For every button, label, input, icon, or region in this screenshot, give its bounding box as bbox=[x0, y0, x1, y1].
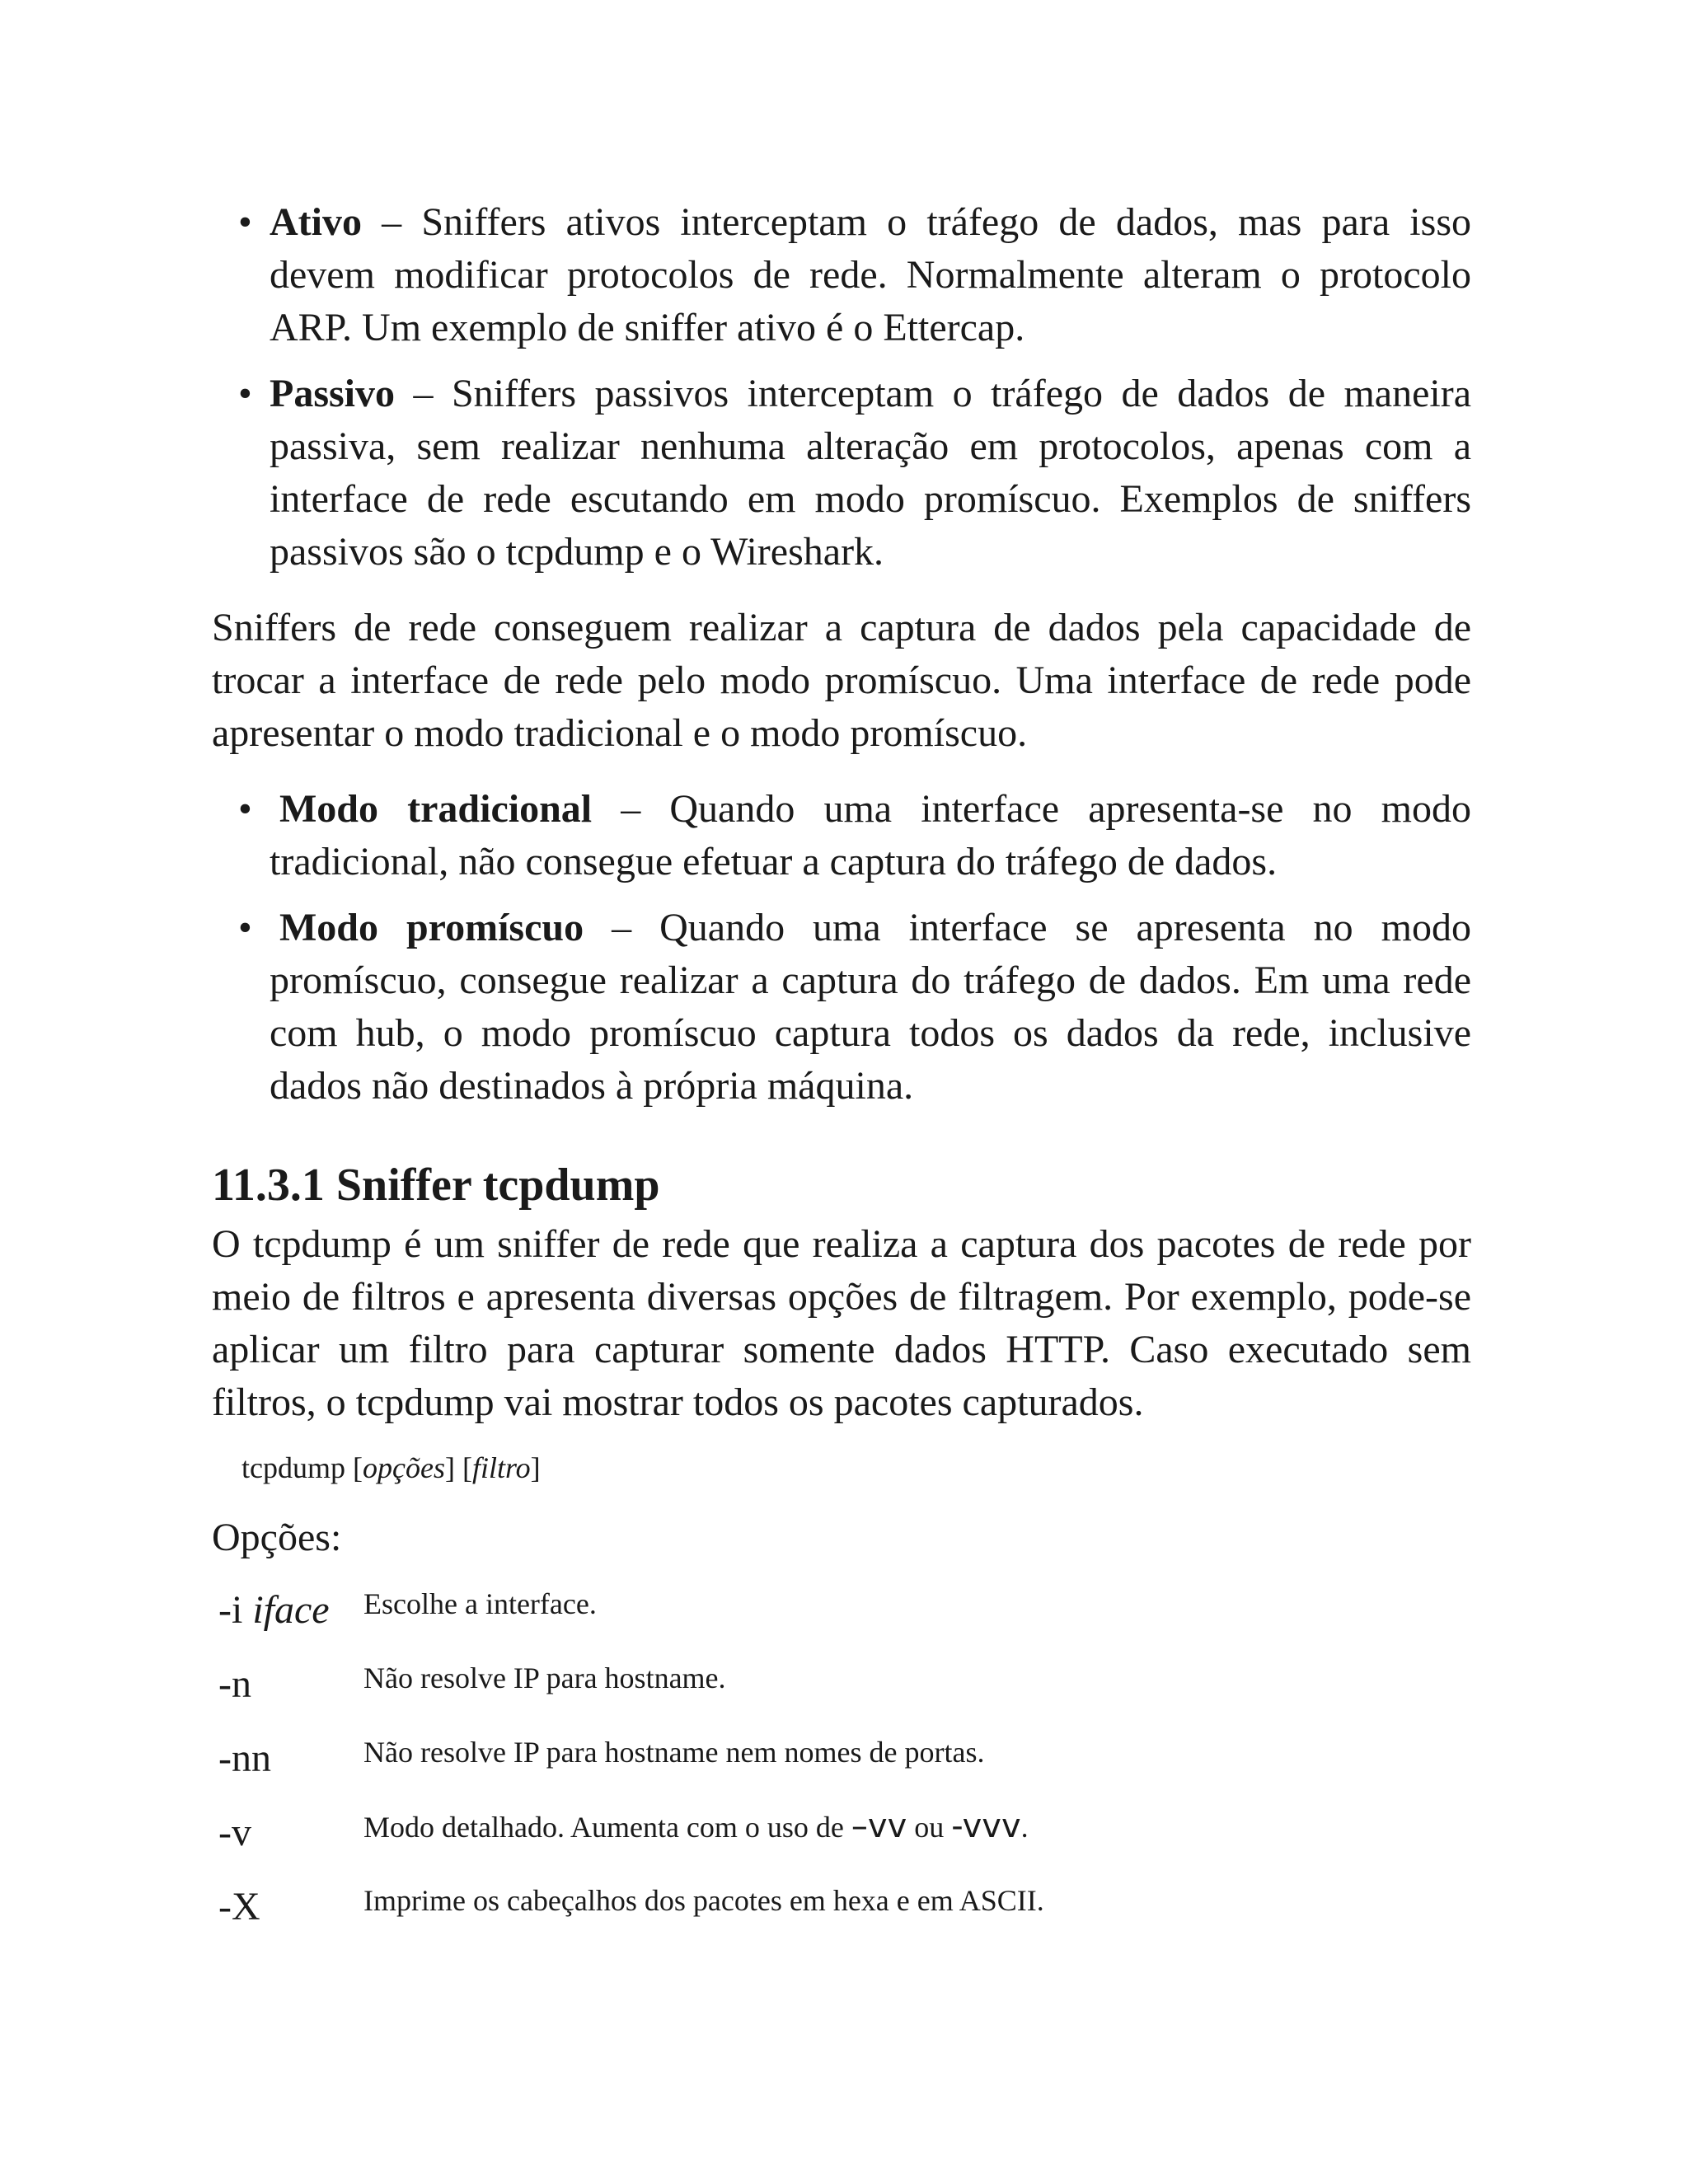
option-flag: -n bbox=[218, 1662, 251, 1706]
capture-paragraph: Sniffers de rede conseguem realizar a captura de dados pela capacidade de trocar a interface de rede pelo modo promíscuo. Uma interface de rede pode apresentar o modo tradicional e o modo promíscuo. bbox=[212, 606, 1471, 755]
syntax-command: tcpdump bbox=[241, 1451, 345, 1484]
table-row bbox=[212, 1657, 1044, 1731]
option-flag: -nn bbox=[218, 1736, 271, 1780]
bullet-icon: • bbox=[238, 372, 252, 415]
bullet-icon: • bbox=[238, 906, 252, 949]
term-ativo: Ativo bbox=[270, 200, 362, 244]
term-description: Quando uma interface se apresenta no modo promíscuo, consegue realizar a captura do tráfego de dados. Em uma rede com hub, o modo promíscuo captura todos os dados da rede, inclusive dados não destinados à própria máquina. bbox=[270, 906, 1471, 1108]
tcpdump-paragraph: O tcpdump é um sniffer de rede que realiza a captura dos pacotes de rede por meio de filtros e apresenta diversas opções de filtragem. Por exemplo, pode-se aplicar um filtro para capturar somente dados HTTP. Caso executado sem filtros, o tcpdump vai mostrar todos os pacotes capturados. bbox=[212, 1222, 1471, 1424]
list-item bbox=[212, 783, 1471, 888]
dash: – bbox=[621, 787, 670, 831]
list-item bbox=[212, 196, 1471, 354]
option-description: Não resolve IP para hostname. bbox=[363, 1661, 726, 1694]
option-description: Escolhe a interface. bbox=[363, 1587, 597, 1620]
option-description: Modo detalhado. Aumenta com o uso de –vv ou -vvv. bbox=[363, 1807, 1029, 1845]
term-modo-promiscuo: Modo promíscuo bbox=[279, 906, 584, 949]
term-description: Sniffers passivos interceptam o tráfego de dados de maneira passiva, sem realizar nenhuma alteração em protocolos, apenas com a interface de rede escutando em modo promíscuo. Exemplos de sniffers passivos são o tcpdump e o Wireshark. bbox=[270, 372, 1472, 574]
document-page bbox=[212, 196, 1471, 1953]
list-item bbox=[212, 902, 1471, 1113]
table-row bbox=[212, 1582, 1044, 1657]
syntax-filter-arg: filtro bbox=[471, 1451, 531, 1484]
option-flag: -i iface bbox=[218, 1588, 330, 1632]
table-row bbox=[212, 1805, 1044, 1879]
option-description: Imprime os cabeçalhos dos pacotes em hexa e em ASCII. bbox=[363, 1884, 1044, 1917]
modes-list bbox=[212, 783, 1471, 1113]
list-item bbox=[212, 368, 1471, 579]
options-table bbox=[212, 1582, 1044, 1953]
option-arg: iface bbox=[252, 1588, 330, 1632]
term-description: Sniffers ativos interceptam o tráfego de dados, mas para isso devem modificar protocolos de rede. Normalmente alteram o protocolo ARP. Um exemplo de sniffer ativo é o Ettercap. bbox=[270, 200, 1471, 349]
option-flag: -X bbox=[218, 1885, 260, 1929]
table-row bbox=[212, 1879, 1044, 1953]
option-flag: -v bbox=[218, 1811, 251, 1854]
syntax-options-arg: opções bbox=[362, 1451, 445, 1484]
bullet-icon: • bbox=[238, 200, 252, 244]
dash: – bbox=[382, 200, 422, 244]
section-heading: 11.3.1 Sniffer tcpdump bbox=[212, 1160, 660, 1211]
dash: – bbox=[413, 372, 452, 415]
dash: – bbox=[612, 906, 660, 949]
term-passivo: Passivo bbox=[270, 372, 396, 415]
table-row bbox=[212, 1731, 1044, 1805]
term-modo-tradicional: Modo tradicional bbox=[279, 787, 593, 831]
option-vv: –vv bbox=[851, 1807, 907, 1845]
option-vvv: -vvv bbox=[951, 1807, 1021, 1845]
options-label: Opções: bbox=[212, 1516, 342, 1559]
option-description: Não resolve IP para hostname nem nomes de portas. bbox=[363, 1736, 985, 1769]
bullet-icon: • bbox=[238, 787, 252, 831]
command-syntax: tcpdump [opções] [filtro] bbox=[241, 1451, 541, 1484]
sniffer-types-list bbox=[212, 196, 1471, 579]
term-description: Quando uma interface apresenta-se no modo tradicional, não consegue efetuar a captura do tráfego de dados. bbox=[270, 787, 1471, 883]
